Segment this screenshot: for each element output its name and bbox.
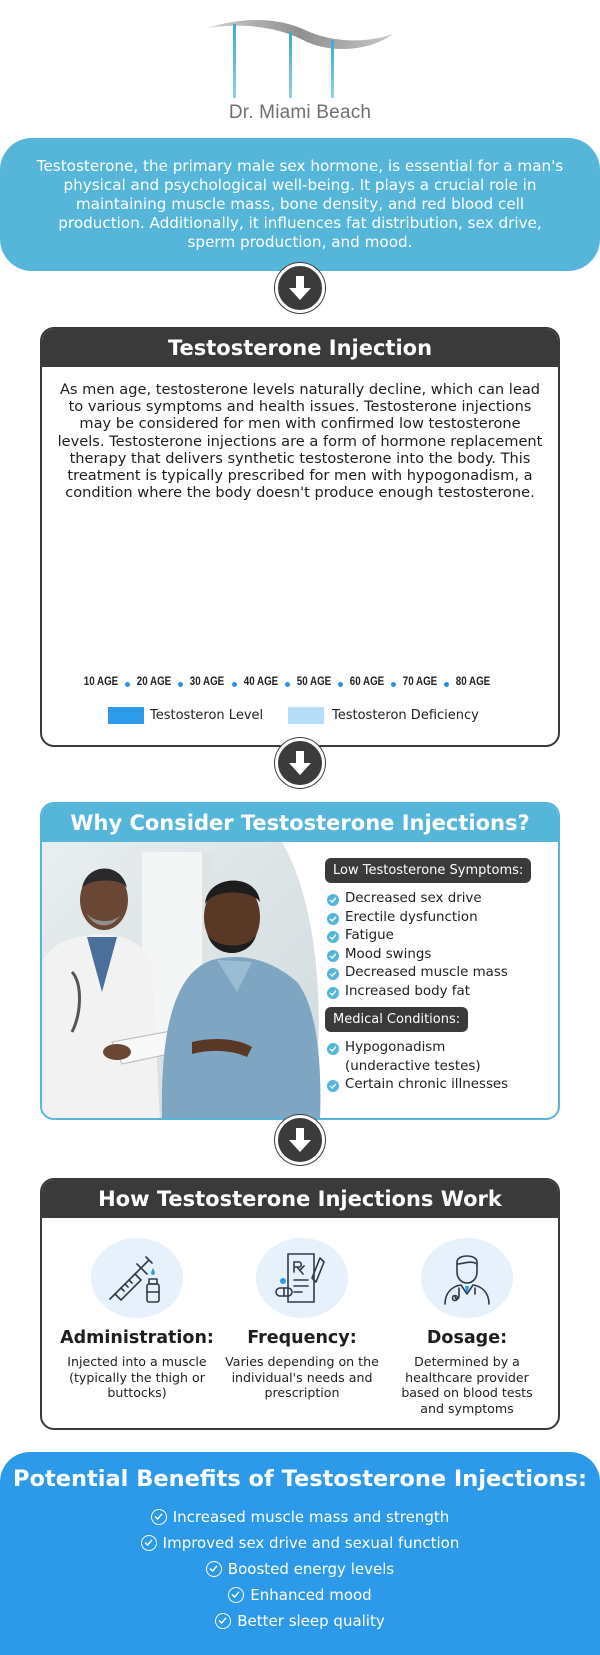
check-icon (327, 931, 339, 943)
doctor-icon (421, 1238, 513, 1318)
chart-legend (42, 705, 560, 725)
card-title: Testosterone Injection (42, 329, 558, 367)
testosterone-level-fill (78, 621, 124, 657)
dosage-desc: Determined by a healthcare provider based on blood tests and symptoms (401, 1354, 533, 1416)
testosterone-level-fill (344, 599, 390, 657)
age-label: 60 AGE (349, 676, 385, 688)
age-figure (78, 529, 124, 658)
card-title: How Testosterone Injections Work (42, 1180, 558, 1218)
symptoms-title: Low Testosterone Symptoms: (325, 858, 531, 883)
testosterone-level-fill (238, 570, 284, 658)
age-label: 70 AGE (402, 676, 438, 688)
logo-text: Dr. Miami Beach (228, 102, 372, 123)
intro-text: Testosterone, the primary male sex hormone, is essential for a man's physical and psychological well-being. It plays a crucial role in maintaining muscle mass, bone density, and red blood cell production. Additionally, it influences fat distribution, sex drive, sperm production, and mood. (36, 157, 564, 251)
age-figure (450, 529, 496, 658)
logo (0, 0, 600, 128)
age-figure (397, 529, 443, 658)
age-label: 30 AGE (190, 676, 225, 688)
benefit-label: Improved sex drive and sexual function (162, 1534, 460, 1552)
frequency-title: Frequency: (247, 1328, 357, 1348)
check-circle-icon (151, 1509, 167, 1525)
check-icon (327, 1080, 339, 1092)
administration-column (52, 1238, 222, 1401)
th-monogram-logo-icon (205, 14, 395, 100)
benefits-title: Potential Benefits of Testosterone Injections: (13, 1466, 587, 1492)
condition-label: Certain chronic illnesses (345, 1077, 509, 1092)
age-figure (291, 529, 337, 658)
syringe-vial-icon (91, 1238, 183, 1318)
condition-label: (underactive testes) (345, 1058, 481, 1074)
symptom-item (327, 890, 508, 909)
list-item (327, 1058, 508, 1077)
how-it-works-card (40, 1178, 560, 1430)
testosterone-level-fill (397, 621, 443, 657)
down-arrow-icon (275, 738, 325, 788)
benefit-label: Increased muscle mass and strength (172, 1508, 450, 1526)
age-figure (184, 529, 230, 658)
symptoms-list (327, 890, 508, 1001)
list-item (327, 1039, 508, 1058)
intro-banner (0, 138, 600, 271)
check-icon (327, 987, 339, 999)
age-label: 10 AGE (83, 676, 119, 688)
testosterone-level-fill (450, 642, 496, 657)
symptom-label: Increased body fat (345, 983, 470, 999)
frequency-column (217, 1238, 387, 1401)
conditions-list (327, 1039, 508, 1095)
benefit-item (0, 1506, 600, 1528)
symptom-item (327, 927, 508, 946)
check-icon (327, 913, 339, 925)
age-label: 50 AGE (296, 676, 331, 688)
testosterone-injection-card (40, 327, 560, 747)
symptom-item (327, 964, 508, 983)
injection-description: As men age, testosterone levels naturally decline, which can lead to various symptoms and health issues. Testosterone injections may be considered for men with confirmed low testosterone levels. Testosterone injections are a form of hormone replacement therapy that delivers synthetic testosterone into the body. This treatment is typically prescribed for men with hypogonadism, a condition where the body doesn't produce enough testosterone. (57, 381, 543, 502)
check-circle-icon (215, 1613, 231, 1629)
down-arrow-icon (275, 263, 325, 313)
dosage-column (382, 1238, 552, 1416)
age-label: 40 AGE (243, 676, 278, 688)
dosage-title: Dosage: (426, 1328, 508, 1348)
legend-label-deficiency: Testosteron Deficiency (332, 708, 479, 723)
conditions-title: Medical Conditions: (325, 1007, 468, 1032)
check-icon (327, 894, 339, 906)
age-label: 20 AGE (136, 676, 172, 688)
check-icon (327, 968, 339, 980)
testosterone-level-fill (291, 587, 337, 658)
symptom-label: Fatigue (345, 928, 394, 943)
check-circle-icon (206, 1561, 222, 1577)
testosterone-level-fill (184, 548, 230, 657)
legend-swatch-level (108, 707, 144, 724)
symptom-item (327, 909, 508, 928)
benefit-item (0, 1610, 600, 1632)
doctor-patient-photo (42, 842, 336, 1120)
why-consider-card (40, 802, 560, 1120)
check-circle-icon (141, 1535, 157, 1551)
benefit-item (0, 1584, 600, 1606)
age-figure (238, 529, 284, 658)
card-title: Why Consider Testosterone Injections? (42, 804, 558, 842)
age-figure (131, 529, 177, 658)
age-label: 80 AGE (456, 676, 491, 688)
benefit-item (0, 1558, 600, 1580)
check-icon (327, 1043, 339, 1055)
down-arrow-icon (275, 1115, 325, 1165)
symptom-label: Erectile dysfunction (345, 909, 478, 925)
benefits-section (0, 1452, 600, 1655)
symptom-label: Decreased sex drive (345, 891, 482, 906)
check-icon (327, 950, 339, 962)
symptom-label: Decreased muscle mass (345, 965, 508, 980)
condition-label: Hypogonadism (345, 1040, 446, 1055)
prescription-icon (256, 1238, 348, 1318)
benefit-label: Better sleep quality (237, 1612, 385, 1630)
benefit-label: Enhanced mood (250, 1586, 372, 1604)
check-circle-icon (228, 1587, 244, 1603)
age-labels (42, 676, 560, 692)
legend-swatch-deficiency (288, 707, 324, 724)
testosterone-level-fill (131, 529, 177, 658)
benefit-item (0, 1532, 600, 1554)
frequency-desc: Varies depending on the individual's needs and prescription (225, 1354, 379, 1401)
symptom-label: Mood swings (345, 946, 432, 962)
symptom-item (327, 983, 508, 1002)
age-figure (344, 529, 390, 658)
age-figures-chart (42, 519, 560, 669)
administration-title: Administration: (60, 1328, 214, 1348)
administration-desc: Injected into a muscle (typically the thigh or buttocks) (67, 1354, 207, 1401)
list-item (327, 1076, 508, 1095)
legend-label-level: Testosteron Level (150, 708, 264, 723)
benefit-label: Boosted energy levels (227, 1560, 395, 1578)
symptom-item (327, 946, 508, 965)
